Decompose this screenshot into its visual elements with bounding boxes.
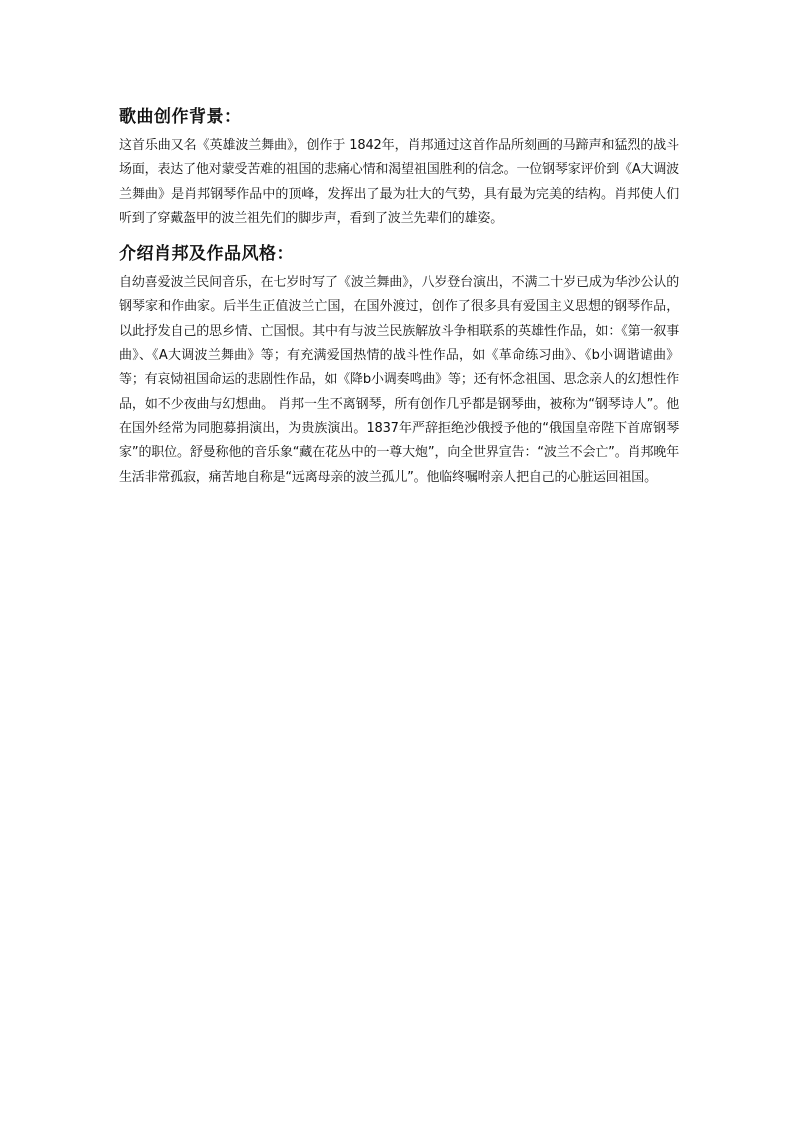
section-body-chopin-style: 自幼喜爱波兰民间音乐，在七岁时写了《波兰舞曲》，八岁登台演出，不满二十岁已成为华沙公认的钢琴家和作曲家。后半生正值波兰亡国，在国外渡过，创作了很多具有爱国主义思想的钢琴作品，以此抒发自己的思乡情、亡国恨。其中有与波兰民族解放斗争相联系的英雄性作品，如：《第一叙事曲》、《A大调波兰舞曲》等；有充满爱国热情的战斗性作品，如《革命练习曲》、《b小调谐谑曲》等；有哀恸祖国命运的悲剧性作品，如《降b小调奏鸣曲》等；还有怀念祖国、思念亲人的幻想性作品，如不少夜曲与幻想曲。 肖邦一生不离钢琴，所有创作几乎都是钢琴曲，被称为“钢琴诗人”。他在国外经常为同胞募捐演出，为贵族演出。1837年严辞拒绝沙俄授予他的“俄国皇帝陛下首席钢琴家”的职位。舒曼称他的音乐象“藏在花丛中的一尊大炮”，向全世界宣告：“波兰不会亡”。肖邦晚年生活非常孤寂，痛苦地自称是“远离母亲的波兰孤儿”。他临终嘱咐亲人把自己的心脏运回祖国。 <box>119 275 679 485</box>
section-heading-chopin-style: 介绍肖邦及作品风格： <box>119 244 294 265</box>
section-body-background: 这首乐曲又名《英雄波兰舞曲》，创作于 1842年，肖邦通过这首作品所刻画的马蹄声和猛烈的战斗场面，表达了他对蒙受苦难的祖国的悲痛心情和渴望祖国胜利的信念。一位钢琴家评价到《A大调波兰舞曲》是肖邦钢琴作品中的顶峰，发挥出了最为壮大的气势，具有最为完美的结构。肖邦使人们听到了穿戴盔甲的波兰祖先们的脚步声，看到了波兰先辈们的雄姿。 <box>119 138 679 226</box>
document-content <box>119 104 679 500</box>
section-heading-background: 歌曲创作背景： <box>119 107 242 127</box>
